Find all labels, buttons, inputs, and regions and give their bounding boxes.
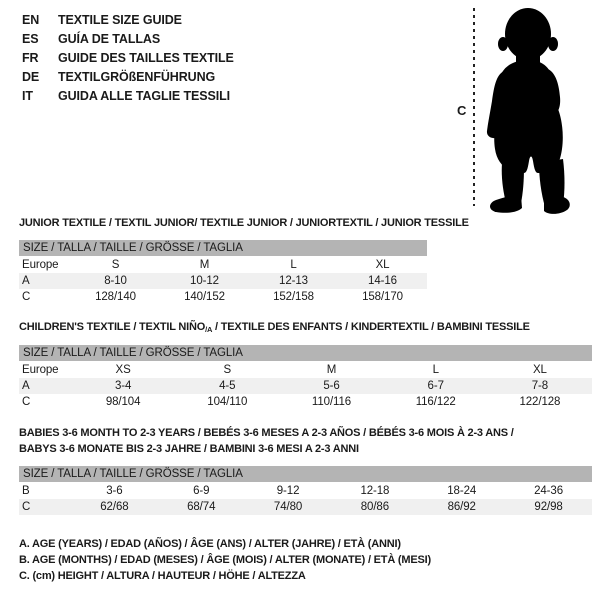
language-title: GUÍA DE TALLAS [58,31,161,46]
size-cell: 62/68 [100,501,129,513]
size-cell: 6-9 [193,485,210,497]
size-cell: 68/74 [187,501,216,513]
size-cell: L [432,364,439,376]
language-row-it [22,86,234,105]
size-cell: 140/152 [184,291,225,303]
size-cell: 3-4 [114,380,132,392]
table-row-height [19,394,592,410]
table-row-height [19,289,427,305]
size-cell: 12-13 [279,275,308,287]
junior-size-table [19,240,427,305]
table-row-age [19,378,592,394]
size-cell: 116/122 [415,396,456,408]
language-title: GUIDA ALLE TAGLIE TESSILI [58,88,231,103]
size-cell: 128/140 [95,291,136,303]
size-cell: S [111,259,120,271]
table-row-age [19,273,427,289]
row-label: C [22,396,31,408]
children-title-post: / TEXTILE DES ENFANTS / KINDERTEXTIL / BAMBINI TESSILE [212,321,530,333]
size-cell: 152/158 [273,291,314,303]
babies-table-title [19,426,514,456]
size-cell: XL [375,259,390,271]
size-cell: 110/116 [311,396,352,408]
size-cell: 158/170 [362,291,403,303]
language-code: ES [22,31,39,46]
language-row-en [22,10,234,29]
size-cell: 92/98 [534,501,563,513]
note-age-months: B. AGE (MONTHS) / EDAD (MESES) / ÂGE (MOIS) / ALTER (MONATE) / ETÀ (MESI) [19,554,431,566]
size-cell: 3-6 [106,485,123,497]
size-cell: M [199,259,210,271]
size-cell: 10-12 [190,275,219,287]
language-title-list [22,10,234,105]
size-cell: 104/110 [207,396,248,408]
children-title-pre: CHILDREN'S TEXTILE / TEXTIL NIÑO [19,321,206,333]
language-code: EN [22,12,40,27]
size-cell: 74/80 [273,501,303,513]
language-row-de [22,67,234,86]
size-cell: 9-12 [276,485,300,497]
row-label: C [22,291,31,303]
children-table-title [19,320,530,337]
size-cell: 122/128 [519,396,561,408]
table-row-europe [19,257,427,273]
junior-table-title: JUNIOR TEXTILE / TEXTIL JUNIOR/ TEXTILE JUNIOR / JUNIORTEXTIL / JUNIOR TESSILE [19,217,469,229]
size-header-bar: SIZE / TALLA / TAILLE / GRÖSSE / TAGLIA [19,345,592,361]
size-cell: 7-8 [531,380,549,392]
language-code: DE [22,69,40,84]
table-row-height [19,499,592,515]
language-title: TEXTILE SIZE GUIDE [58,12,182,27]
babies-title-line1: BABIES 3-6 MONTH TO 2-3 YEARS / BEBÉS 3-6 MESES A 2-3 AÑOS / BÉBÉS 3-6 MOIS À 2-3 ANS / [19,427,514,439]
size-cell: 8-10 [104,275,127,287]
size-cell: XL [532,364,547,376]
size-cell: M [326,364,337,376]
toddler-silhouette-icon [487,8,570,214]
size-cell: XS [115,364,131,376]
size-cell: 6-7 [427,380,444,392]
babies-title-line2: BABYS 3-6 MONATE BIS 2-3 JAHRE / BAMBINI 3-6 MESI A 2-3 ANNI [19,443,359,455]
size-cell: 5-6 [323,380,340,392]
size-cell: 98/104 [105,396,141,408]
row-label: Europe [22,364,59,376]
children-title-subscript: /A [205,325,213,334]
size-cell: 24-36 [534,485,564,497]
row-label: Europe [22,259,59,271]
row-label: A [22,275,30,287]
note-age-years: A. AGE (YEARS) / EDAD (AÑOS) / ÂGE (ANS) / ALTER (JAHRE) / ETÀ (ANNI) [19,538,401,550]
note-height-cm: C. (cm) HEIGHT / ALTURA / HAUTEUR / HÖHE / ALTEZZA [19,570,306,582]
row-label: A [22,380,30,392]
size-cell: S [223,364,232,376]
size-cell: 4-5 [219,380,236,392]
size-cell: 14-16 [368,275,397,287]
height-measure-label: C [457,103,467,118]
language-code: IT [22,88,33,103]
language-row-es [22,29,234,48]
size-cell: 86/92 [447,501,476,513]
language-code: FR [22,50,39,65]
size-cell: 80/86 [360,501,390,513]
size-cell: L [290,259,297,271]
row-label: B [22,485,30,497]
babies-size-table [19,466,592,515]
size-header-bar: SIZE / TALLA / TAILLE / GRÖSSE / TAGLIA [19,240,427,256]
table-row-months [19,483,592,499]
language-title: GUIDE DES TAILLES TEXTILE [58,50,234,65]
row-label: C [22,501,31,513]
language-row-fr [22,48,234,67]
legend-notes [19,536,431,584]
children-size-table [19,345,592,410]
size-header-bar: SIZE / TALLA / TAILLE / GRÖSSE / TAGLIA [19,466,592,482]
size-cell: 12-18 [360,485,390,497]
size-cell: 18-24 [447,485,477,497]
table-row-europe [19,362,592,378]
language-title: TEXTILGRÖßENFÜHRUNG [58,69,216,84]
